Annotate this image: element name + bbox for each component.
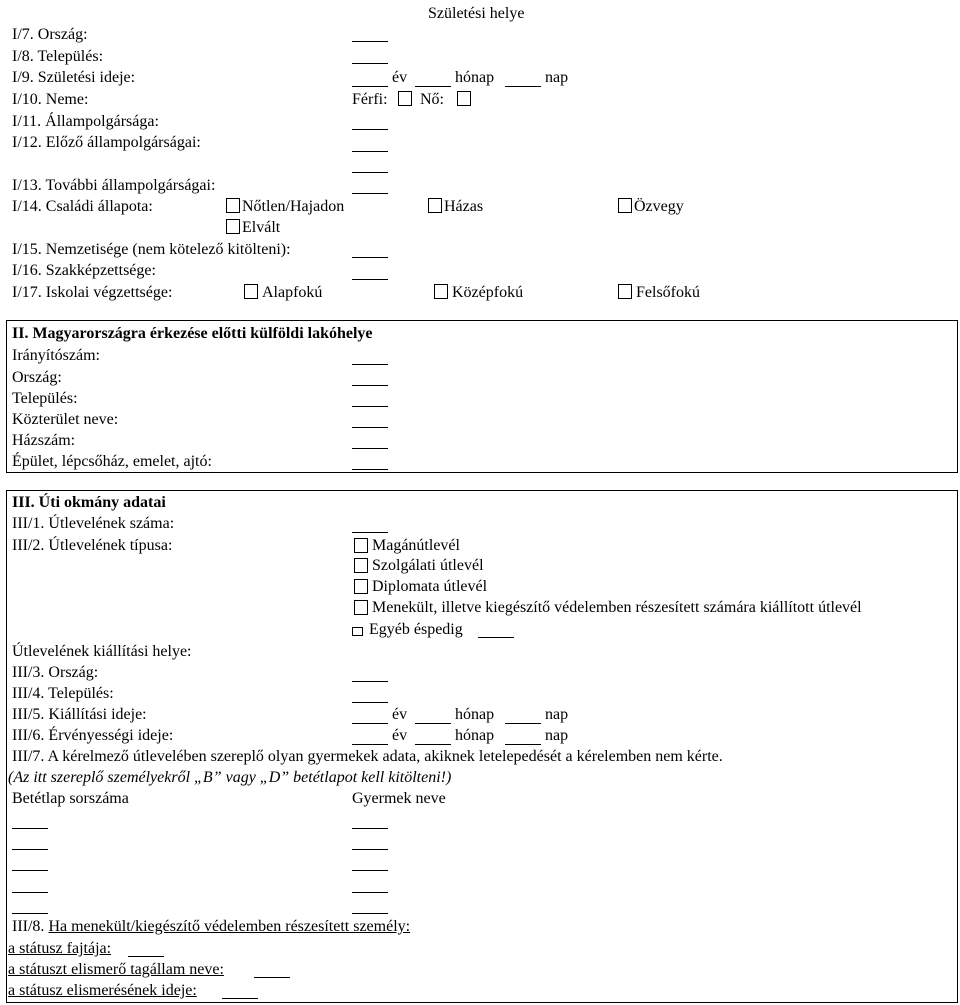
previous-citizenship-blank-1[interactable] — [352, 151, 388, 152]
birth-month-word: hónap — [455, 69, 495, 86]
marital-divorced-checkbox[interactable] — [226, 219, 240, 234]
settlement-label: I/8. Település: — [12, 48, 104, 65]
type-refugee-checkbox[interactable] — [354, 600, 368, 615]
issue-day-word: nap — [545, 706, 569, 723]
marital-married-label: Házas — [444, 198, 484, 215]
marital-widowed-label: Özvegy — [634, 198, 684, 215]
validity-label: III/6. Érvényességi ideje: — [12, 727, 174, 744]
gender-female-checkbox[interactable] — [457, 91, 471, 106]
house-number-blank[interactable] — [352, 448, 388, 449]
country-blank[interactable] — [352, 41, 388, 42]
passport-number-label: III/1. Útlevelének száma: — [12, 515, 175, 532]
validity-day-word: nap — [545, 727, 569, 744]
country-label: I/7. Ország: — [12, 26, 88, 43]
edu-higher-checkbox[interactable] — [618, 284, 632, 299]
qualification-blank[interactable] — [352, 279, 388, 280]
child-name-blank-4[interactable] — [352, 892, 388, 893]
insert-number-blank-2[interactable] — [12, 849, 48, 850]
building-blank[interactable] — [352, 469, 388, 470]
edu-secondary-checkbox[interactable] — [434, 284, 448, 299]
marital-single-label: Nőtlen/Hajadon — [242, 198, 345, 215]
marital-widowed-checkbox[interactable] — [618, 198, 632, 213]
insert-number-blank-1[interactable] — [12, 828, 48, 829]
nationality-label: I/15. Nemzetisége (nem kötelező kitölteni): — [12, 241, 291, 258]
type-private-label: Magánútlevél — [372, 537, 460, 554]
edu-primary-label: Alapfokú — [262, 284, 323, 301]
type-diplomatic-checkbox[interactable] — [354, 579, 368, 594]
gender-label: I/10. Neme: — [12, 91, 89, 108]
validity-year-word: év — [392, 727, 408, 744]
issue-day-blank[interactable] — [505, 723, 541, 724]
foreign-country-blank[interactable] — [352, 385, 388, 386]
validity-year-blank[interactable] — [352, 744, 388, 745]
street-blank[interactable] — [352, 427, 388, 428]
education-label: I/17. Iskolai végzettsége: — [12, 284, 173, 301]
issue-year-word: év — [392, 706, 408, 723]
refugee-label-prefix: III/8. — [12, 918, 49, 935]
further-citizenship-blank[interactable] — [352, 193, 388, 194]
issue-month-word: hónap — [455, 706, 495, 723]
refugee-label-text: Ha menekült/kiegészítő védelemben részesített személy: — [48, 918, 411, 935]
issue-country-blank[interactable] — [352, 681, 388, 682]
gender-male-checkbox[interactable] — [398, 91, 412, 106]
validity-month-blank[interactable] — [415, 744, 451, 745]
previous-citizenship-label: I/12. Előző állampolgárságai: — [12, 134, 201, 151]
street-label: Közterület neve: — [12, 411, 119, 428]
foreign-settlement-label: Település: — [12, 390, 78, 407]
issue-settlement-blank[interactable] — [352, 702, 388, 703]
children-label: III/7. A kérelmező útlevelében szereplő olyan gyermekek adata, akiknek letelepedését a kérelemben nem kérte. — [12, 748, 723, 765]
marital-married-checkbox[interactable] — [428, 198, 442, 213]
child-name-header: Gyermek neve — [352, 790, 446, 807]
nationality-blank[interactable] — [352, 257, 388, 258]
validity-day-blank[interactable] — [505, 744, 541, 745]
status-date-blank[interactable] — [222, 998, 258, 999]
edu-primary-checkbox[interactable] — [244, 284, 258, 299]
qualification-label: I/16. Szakképzettsége: — [12, 262, 156, 279]
gender-male-label: Férfi: — [352, 91, 388, 108]
birth-year-word: év — [392, 69, 408, 86]
marital-status-label: I/14. Családi állapota: — [12, 198, 153, 215]
type-service-checkbox[interactable] — [354, 558, 368, 573]
citizenship-blank[interactable] — [352, 129, 388, 130]
marital-divorced-label: Elvált — [242, 219, 281, 236]
issue-date-label: III/5. Kiállítási ideje: — [12, 706, 147, 723]
postcode-blank[interactable] — [352, 364, 388, 365]
insert-number-header: Betétlap sorszáma — [12, 790, 129, 807]
status-type-label: a státusz fajtája: — [8, 940, 112, 957]
refugee-label — [12, 918, 410, 936]
status-state-label: a státuszt elismerő tagállam neve: — [8, 961, 224, 978]
type-other-blank[interactable] — [478, 637, 514, 638]
house-number-label: Házszám: — [12, 432, 76, 449]
place-of-birth-heading: Születési helye — [428, 5, 525, 22]
citizenship-label: I/11. Állampolgársága: — [12, 113, 159, 130]
issue-month-blank[interactable] — [415, 723, 451, 724]
type-private-checkbox[interactable] — [354, 538, 368, 553]
passport-type-label: III/2. Útlevelének típusa: — [12, 537, 173, 554]
edu-higher-label: Felsőfokú — [636, 284, 700, 301]
insert-number-blank-5[interactable] — [12, 913, 48, 914]
birth-year-blank[interactable] — [352, 86, 388, 87]
status-date-label: a státusz elismerésének ideje: — [8, 982, 197, 999]
section-2-heading: II. Magyarországra érkezése előtti külföldi lakóhelye — [12, 325, 373, 342]
marital-single-checkbox[interactable] — [226, 198, 240, 213]
status-type-blank[interactable] — [128, 956, 164, 957]
birth-day-blank[interactable] — [505, 86, 541, 87]
foreign-country-label: Ország: — [12, 369, 62, 386]
issue-settlement-label: III/4. Település: — [12, 685, 114, 702]
previous-citizenship-blank-2[interactable] — [352, 172, 388, 173]
status-state-blank[interactable] — [254, 977, 290, 978]
child-name-blank-5[interactable] — [352, 913, 388, 914]
child-name-blank-3[interactable] — [352, 870, 388, 871]
type-service-label: Szolgálati útlevél — [372, 557, 484, 574]
gender-female-label: Nő: — [420, 91, 444, 108]
child-name-blank-1[interactable] — [352, 828, 388, 829]
building-label: Épület, lépcsőház, emelet, ajtó: — [12, 453, 212, 470]
further-citizenship-label: I/13. További állampolgárságai: — [12, 177, 216, 194]
type-diplomatic-label: Diplomata útlevél — [372, 578, 488, 595]
edu-secondary-label: Középfokú — [452, 284, 524, 301]
birth-day-word: nap — [545, 69, 569, 86]
birth-date-label: I/9. Születési ideje: — [12, 69, 136, 86]
foreign-settlement-blank[interactable] — [352, 406, 388, 407]
section-3-heading: III. Úti okmány adatai — [12, 494, 166, 511]
issue-year-blank[interactable] — [352, 723, 388, 724]
issue-place-label: Útlevelének kiállítási helye: — [12, 643, 192, 660]
insert-number-blank-3[interactable] — [12, 870, 48, 871]
settlement-blank[interactable] — [352, 63, 388, 64]
passport-number-blank[interactable] — [352, 532, 388, 533]
postcode-label: Irányítószám: — [12, 347, 100, 364]
children-note: (Az itt szereplő személyekről „B” vagy „D” betétlapot kell kitölteni!) — [8, 769, 452, 786]
type-other-label: Egyéb éspedig — [369, 621, 463, 638]
type-refugee-label: Menekült, illetve kiegészítő védelemben részesített számára kiállított útlevél — [372, 599, 862, 616]
validity-month-word: hónap — [455, 727, 495, 744]
child-name-blank-2[interactable] — [352, 849, 388, 850]
insert-number-blank-4[interactable] — [12, 892, 48, 893]
issue-country-label: III/3. Ország: — [12, 664, 99, 681]
type-other-checkbox[interactable] — [352, 627, 363, 636]
birth-month-blank[interactable] — [415, 86, 451, 87]
